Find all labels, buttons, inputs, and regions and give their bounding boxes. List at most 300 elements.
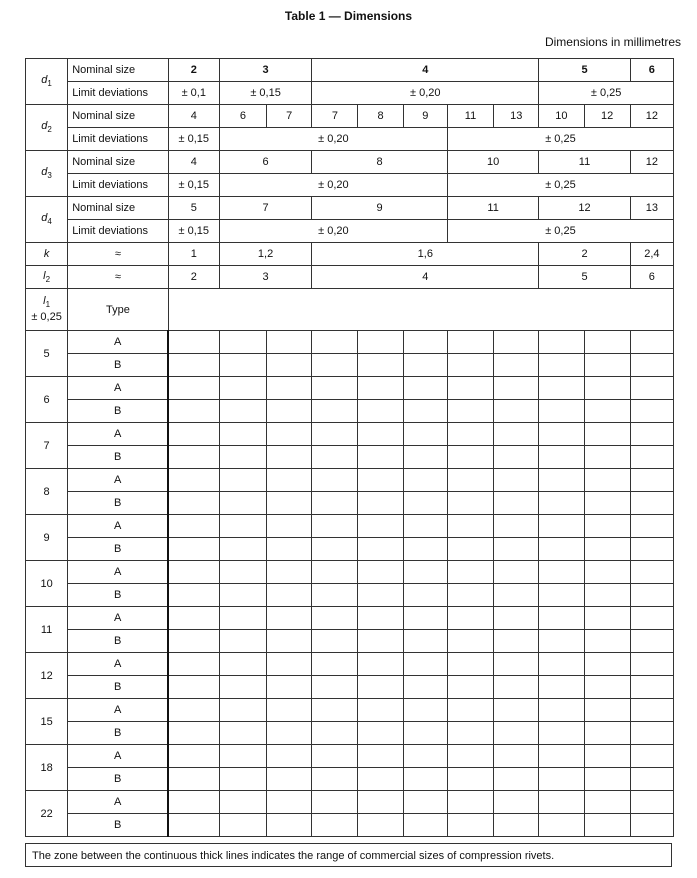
d2-limit-cell: ± 0,20 xyxy=(219,128,447,151)
length-type-row xyxy=(26,446,674,469)
type-cell: A xyxy=(68,653,168,676)
grid-cell xyxy=(447,423,493,446)
grid-cell xyxy=(403,377,447,400)
length-type-row xyxy=(26,492,674,515)
grid-cell xyxy=(267,699,312,722)
grid-cell xyxy=(494,653,539,676)
grid-cell xyxy=(584,377,630,400)
d3-nominal-row xyxy=(26,151,674,174)
grid-cell xyxy=(358,584,403,607)
grid-cell xyxy=(630,377,673,400)
length-type-row xyxy=(26,423,674,446)
grid-cell xyxy=(312,607,358,630)
d2-nominal-cell: 11 xyxy=(447,105,493,128)
length-type-row xyxy=(26,814,674,837)
grid-cell xyxy=(403,354,447,377)
grid-cell xyxy=(447,814,493,837)
approx-label: ≈ xyxy=(68,243,168,266)
type-cell: B xyxy=(68,768,168,791)
grid-cell xyxy=(630,400,673,423)
d1-nominal-cell: 5 xyxy=(539,59,630,82)
d3-limit-cell: ± 0,25 xyxy=(447,174,673,197)
grid-cell xyxy=(219,377,266,400)
grid-cell xyxy=(539,400,584,423)
type-cell: B xyxy=(68,676,168,699)
grid-cell xyxy=(312,354,358,377)
grid-cell xyxy=(358,745,403,768)
grid-cell xyxy=(312,561,358,584)
grid-cell xyxy=(312,722,358,745)
d1-limit-cell: ± 0,25 xyxy=(539,82,674,105)
grid-cell xyxy=(168,607,219,630)
grid-cell xyxy=(312,377,358,400)
k-cell: 2 xyxy=(539,243,630,266)
grid-cell xyxy=(267,561,312,584)
grid-cell xyxy=(630,561,673,584)
grid-cell xyxy=(539,607,584,630)
grid-cell xyxy=(584,354,630,377)
grid-cell xyxy=(219,699,266,722)
type-cell: B xyxy=(68,446,168,469)
grid-cell xyxy=(358,377,403,400)
grid-cell xyxy=(267,423,312,446)
grid-cell xyxy=(494,722,539,745)
length-cell: 22 xyxy=(26,791,68,837)
grid-cell xyxy=(219,354,266,377)
grid-cell xyxy=(630,722,673,745)
grid-cell xyxy=(539,791,584,814)
grid-cell xyxy=(494,676,539,699)
grid-cell xyxy=(312,446,358,469)
grid-cell xyxy=(358,814,403,837)
d2-nominal-cell: 4 xyxy=(168,105,219,128)
grid-cell xyxy=(168,745,219,768)
grid-cell xyxy=(494,515,539,538)
grid-cell xyxy=(630,791,673,814)
limit-deviations-label: Limit deviations xyxy=(68,174,168,197)
limit-deviations-label: Limit deviations xyxy=(68,220,168,243)
grid-cell xyxy=(168,814,219,837)
grid-cell xyxy=(168,446,219,469)
length-type-row xyxy=(26,377,674,400)
grid-cell xyxy=(447,745,493,768)
grid-cell xyxy=(539,377,584,400)
table-body xyxy=(26,59,674,837)
grid-cell xyxy=(630,745,673,768)
grid-cell xyxy=(312,699,358,722)
grid-cell xyxy=(630,423,673,446)
grid-cell xyxy=(267,791,312,814)
length-cell: 11 xyxy=(26,607,68,653)
length-type-row xyxy=(26,722,674,745)
grid-cell xyxy=(494,492,539,515)
grid-cell xyxy=(403,469,447,492)
grid-cell xyxy=(168,791,219,814)
length-type-row xyxy=(26,354,674,377)
grid-cell xyxy=(219,607,266,630)
grid-cell xyxy=(267,607,312,630)
grid-cell xyxy=(494,607,539,630)
grid-cell xyxy=(219,630,266,653)
type-cell: A xyxy=(68,423,168,446)
grid-cell xyxy=(447,653,493,676)
limit-deviations-label: Limit deviations xyxy=(68,82,168,105)
grid-cell xyxy=(168,561,219,584)
grid-cell xyxy=(168,331,219,354)
type-cell: A xyxy=(68,745,168,768)
grid-cell xyxy=(584,676,630,699)
grid-cell xyxy=(584,584,630,607)
d3-nominal-cell: 11 xyxy=(539,151,630,174)
grid-cell xyxy=(267,538,312,561)
grid-cell xyxy=(219,722,266,745)
grid-cell xyxy=(168,515,219,538)
symbol-d2: $d_2$ xyxy=(26,105,68,151)
grid-cell xyxy=(168,630,219,653)
grid-cell xyxy=(494,538,539,561)
grid-cell xyxy=(584,607,630,630)
length-cell: 5 xyxy=(26,331,68,377)
length-type-row xyxy=(26,745,674,768)
grid-cell xyxy=(584,331,630,354)
grid-cell xyxy=(447,354,493,377)
type-cell: A xyxy=(68,791,168,814)
grid-cell xyxy=(358,354,403,377)
length-type-row xyxy=(26,584,674,607)
k-cell: 2,4 xyxy=(630,243,673,266)
grid-cell xyxy=(312,676,358,699)
grid-cell xyxy=(539,814,584,837)
grid-cell xyxy=(403,492,447,515)
grid-cell xyxy=(539,331,584,354)
grid-cell xyxy=(219,423,266,446)
grid-cell xyxy=(403,814,447,837)
l2-cell: 6 xyxy=(630,266,673,289)
grid-cell xyxy=(630,607,673,630)
grid-cell xyxy=(539,423,584,446)
grid-cell xyxy=(630,515,673,538)
dimensions-table xyxy=(25,58,674,837)
grid-cell xyxy=(584,630,630,653)
type-cell: A xyxy=(68,699,168,722)
length-cell: 9 xyxy=(26,515,68,561)
grid-cell xyxy=(584,768,630,791)
type-cell: A xyxy=(68,377,168,400)
grid-cell xyxy=(312,584,358,607)
length-cell: 10 xyxy=(26,561,68,607)
grid-cell xyxy=(447,607,493,630)
type-cell: B xyxy=(68,630,168,653)
symbol-d4: $d_4$ xyxy=(26,197,68,243)
grid-cell xyxy=(168,400,219,423)
d4-nominal-cell: 13 xyxy=(630,197,673,220)
type-header: Type xyxy=(68,289,168,331)
units-note: Dimensions in millimetres xyxy=(544,35,681,49)
l2-row xyxy=(26,266,674,289)
d3-limit-row xyxy=(26,174,674,197)
grid-cell xyxy=(403,699,447,722)
grid-cell xyxy=(630,630,673,653)
k-row xyxy=(26,243,674,266)
grid-cell xyxy=(403,584,447,607)
length-cell: 15 xyxy=(26,699,68,745)
grid-cell xyxy=(494,745,539,768)
d2-nominal-row xyxy=(26,105,674,128)
grid-cell xyxy=(630,446,673,469)
grid-cell xyxy=(539,768,584,791)
d1-nominal-cell: 3 xyxy=(219,59,311,82)
grid-cell xyxy=(403,607,447,630)
d3-nominal-cell: 10 xyxy=(447,151,538,174)
length-type-row xyxy=(26,630,674,653)
grid-cell xyxy=(358,446,403,469)
d1-limit-cell: ± 0,20 xyxy=(312,82,539,105)
d2-limit-cell: ± 0,15 xyxy=(168,128,219,151)
type-cell: B xyxy=(68,492,168,515)
grid-cell xyxy=(219,446,266,469)
length-cell: 6 xyxy=(26,377,68,423)
length-type-row xyxy=(26,791,674,814)
d4-nominal-row xyxy=(26,197,674,220)
grid-cell xyxy=(219,814,266,837)
length-type-row xyxy=(26,699,674,722)
grid-cell xyxy=(267,814,312,837)
grid-cell xyxy=(267,653,312,676)
grid-cell xyxy=(539,653,584,676)
grid-cell xyxy=(267,722,312,745)
grid-cell xyxy=(358,331,403,354)
k-cell: 1,2 xyxy=(219,243,311,266)
grid-cell xyxy=(219,653,266,676)
grid-cell xyxy=(584,653,630,676)
length-type-row xyxy=(26,469,674,492)
grid-cell xyxy=(494,561,539,584)
d2-nominal-cell: 9 xyxy=(403,105,447,128)
grid-cell xyxy=(494,377,539,400)
grid-cell xyxy=(219,561,266,584)
grid-cell xyxy=(630,354,673,377)
grid-cell xyxy=(403,722,447,745)
grid-cell xyxy=(358,722,403,745)
grid-cell xyxy=(358,699,403,722)
grid-cell xyxy=(584,469,630,492)
d4-nominal-cell: 11 xyxy=(447,197,538,220)
grid-cell xyxy=(312,791,358,814)
grid-cell xyxy=(219,400,266,423)
d4-nominal-cell: 12 xyxy=(539,197,630,220)
grid-cell xyxy=(539,630,584,653)
grid-cell xyxy=(539,584,584,607)
grid-cell xyxy=(494,446,539,469)
grid-cell xyxy=(267,745,312,768)
grid-cell xyxy=(312,492,358,515)
grid-cell xyxy=(494,791,539,814)
d3-limit-cell: ± 0,15 xyxy=(168,174,219,197)
d1-nominal-cell: 4 xyxy=(312,59,539,82)
grid-cell xyxy=(168,584,219,607)
grid-cell xyxy=(219,745,266,768)
grid-cell xyxy=(447,584,493,607)
grid-cell xyxy=(584,722,630,745)
grid-cell xyxy=(447,538,493,561)
type-cell: A xyxy=(68,331,168,354)
grid-cell xyxy=(630,331,673,354)
grid-cell xyxy=(168,699,219,722)
grid-cell xyxy=(358,423,403,446)
type-cell: A xyxy=(68,515,168,538)
symbol-d3: $d_3$ xyxy=(26,151,68,197)
grid-cell xyxy=(447,722,493,745)
grid-cell xyxy=(584,791,630,814)
d1-limit-cell: ± 0,15 xyxy=(219,82,311,105)
approx-label: ≈ xyxy=(68,266,168,289)
type-cell: B xyxy=(68,354,168,377)
grid-cell xyxy=(539,699,584,722)
d2-nominal-cell: 10 xyxy=(539,105,584,128)
grid-cell xyxy=(312,745,358,768)
k-cell: 1,6 xyxy=(312,243,539,266)
nominal-size-label: Nominal size xyxy=(68,197,168,220)
grid-cell xyxy=(494,331,539,354)
l2-cell: 2 xyxy=(168,266,219,289)
grid-cell xyxy=(584,400,630,423)
grid-cell xyxy=(447,561,493,584)
grid-cell xyxy=(403,653,447,676)
grid-cell xyxy=(403,561,447,584)
d2-nominal-cell: 13 xyxy=(494,105,539,128)
grid-cell xyxy=(267,377,312,400)
d4-nominal-cell: 5 xyxy=(168,197,219,220)
symbol-l1: $l_1$ ± 0,25 xyxy=(26,289,68,331)
nominal-size-label: Nominal size xyxy=(68,105,168,128)
length-cell: 7 xyxy=(26,423,68,469)
grid-cell xyxy=(358,469,403,492)
grid-cell xyxy=(539,469,584,492)
length-type-row xyxy=(26,561,674,584)
grid-cell xyxy=(219,538,266,561)
type-cell: A xyxy=(68,561,168,584)
grid-cell xyxy=(267,492,312,515)
d1-nominal-cell: 6 xyxy=(630,59,673,82)
length-type-row xyxy=(26,400,674,423)
grid-cell xyxy=(312,331,358,354)
grid-cell xyxy=(584,423,630,446)
grid-cell xyxy=(584,515,630,538)
grid-cell xyxy=(358,630,403,653)
d4-limit-row xyxy=(26,220,674,243)
d2-nominal-cell: 7 xyxy=(312,105,358,128)
grid-cell xyxy=(447,400,493,423)
d4-limit-cell: ± 0,15 xyxy=(168,220,219,243)
grid-cell xyxy=(219,469,266,492)
length-cell: 12 xyxy=(26,653,68,699)
grid-cell xyxy=(539,515,584,538)
l1-header-row xyxy=(26,289,674,331)
grid-cell xyxy=(403,676,447,699)
grid-cell xyxy=(312,653,358,676)
grid-cell xyxy=(267,469,312,492)
footer-note: The zone between the continuous thick lines indicates the range of commercial sizes of compression rivets. xyxy=(25,843,672,867)
d3-nominal-cell: 12 xyxy=(630,151,673,174)
d3-nominal-cell: 8 xyxy=(312,151,448,174)
grid-cell xyxy=(584,745,630,768)
d2-limit-row xyxy=(26,128,674,151)
grid-cell xyxy=(168,768,219,791)
grid-cell xyxy=(168,354,219,377)
grid-cell xyxy=(403,538,447,561)
length-type-row xyxy=(26,653,674,676)
blank-header xyxy=(168,289,673,331)
grid-cell xyxy=(312,538,358,561)
grid-cell xyxy=(494,699,539,722)
length-cell: 18 xyxy=(26,745,68,791)
grid-cell xyxy=(447,699,493,722)
grid-cell xyxy=(358,607,403,630)
l2-cell: 4 xyxy=(312,266,539,289)
nominal-size-label: Nominal size xyxy=(68,59,168,82)
length-type-row xyxy=(26,607,674,630)
grid-cell xyxy=(403,768,447,791)
grid-cell xyxy=(358,561,403,584)
grid-cell xyxy=(267,630,312,653)
grid-cell xyxy=(630,538,673,561)
grid-cell xyxy=(584,538,630,561)
grid-cell xyxy=(219,331,266,354)
grid-cell xyxy=(447,377,493,400)
type-cell: B xyxy=(68,722,168,745)
grid-cell xyxy=(267,768,312,791)
grid-cell xyxy=(168,469,219,492)
grid-cell xyxy=(494,814,539,837)
grid-cell xyxy=(447,469,493,492)
grid-cell xyxy=(168,377,219,400)
grid-cell xyxy=(494,584,539,607)
grid-cell xyxy=(584,814,630,837)
grid-cell xyxy=(168,653,219,676)
grid-cell xyxy=(584,561,630,584)
d4-limit-cell: ± 0,20 xyxy=(219,220,447,243)
grid-cell xyxy=(403,630,447,653)
grid-cell xyxy=(358,515,403,538)
grid-cell xyxy=(539,492,584,515)
table-title: Table 1 — Dimensions xyxy=(284,9,413,23)
grid-cell xyxy=(630,653,673,676)
grid-cell xyxy=(494,354,539,377)
grid-cell xyxy=(168,538,219,561)
grid-cell xyxy=(312,423,358,446)
grid-cell xyxy=(447,492,493,515)
grid-cell xyxy=(539,745,584,768)
type-cell: B xyxy=(68,538,168,561)
grid-cell xyxy=(539,722,584,745)
type-cell: B xyxy=(68,400,168,423)
grid-cell xyxy=(630,492,673,515)
d2-nominal-cell: 12 xyxy=(630,105,673,128)
grid-cell xyxy=(447,331,493,354)
length-cell: 8 xyxy=(26,469,68,515)
grid-cell xyxy=(403,446,447,469)
d3-nominal-cell: 4 xyxy=(168,151,219,174)
d2-nominal-cell: 12 xyxy=(584,105,630,128)
d1-limit-cell: ± 0,1 xyxy=(168,82,219,105)
grid-cell xyxy=(539,446,584,469)
grid-cell xyxy=(494,469,539,492)
type-cell: A xyxy=(68,607,168,630)
grid-cell xyxy=(168,676,219,699)
grid-cell xyxy=(267,331,312,354)
grid-cell xyxy=(267,584,312,607)
grid-cell xyxy=(447,768,493,791)
